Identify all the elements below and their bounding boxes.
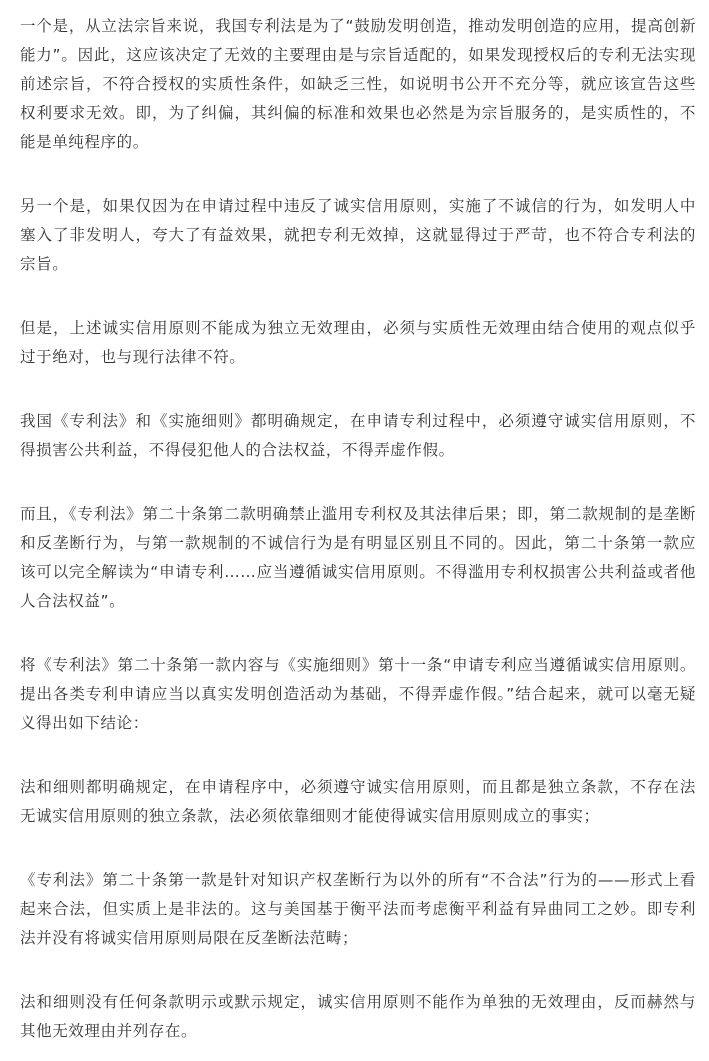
paragraph-conclusion-3: 法和细则没有任何条款明示或默示规定，诚实信用原则不能作为单独的无效理由，反而赫然与其他无效理由并列存在。 bbox=[20, 993, 696, 1040]
paragraph-combined-reading: 将《专利法》第二十条第一款内容与《实施细则》第十一条“申请专利应当遵循诚实信用原则。提出各类专利申请应当以真实发明创造活动为基础，不得弄虚作假。”结合起来，就可以毫无疑义得出如下结论： bbox=[20, 656, 696, 732]
paragraph-article-20: 而且，《专利法》第二十条第二款明确禁止滥用专利权及其法律后果；即，第二款规制的是垄断和反垄断行为，与第一款规制的不诚信行为是有明显区别且不同的。因此，第二十条第一款应该可以完全解读为“申请专利……应当遵循诚实信用原则。不得滥用专利权损害公共利益或者他人合法权益”。 bbox=[20, 505, 696, 610]
paragraph-law-and-rules: 我国《专利法》和《实施细则》都明确规定，在申请专利过程中，必须遵守诚实信用原则，不得损害公共利益，不得侵犯他人的合法权益，不得弄虚作假。 bbox=[20, 412, 696, 459]
paragraph-conclusion-1: 法和细则都明确规定，在申请程序中，必须遵守诚实信用原则，而且都是独立条款，不存在法无诚实信用原则的独立条款，法必须依靠细则才能使得诚实信用原则成立的事实； bbox=[20, 778, 696, 825]
paragraph-legislative-purpose: 一个是，从立法宗旨来说，我国专利法是为了“鼓励发明创造，推动发明创造的应用，提高创新能力”。因此，这应该决定了无效的主要理由是与宗旨适配的，如果发现授权后的专利无法实现前述宗旨，不符合授权的实质性条件，如缺乏三性，如说明书公开不充分等，就应该宣告这些权利要求无效。即，为了纠偏，其纠偏的标准和效果也必然是为宗旨服务的，是实质性的，不能是单纯程序的。 bbox=[20, 17, 696, 151]
article-body bbox=[20, 12, 696, 1046]
paragraph-too-strict: 另一个是，如果仅因为在申请过程中违反了诚实信用原则，实施了不诚信的行为，如发明人中塞入了非发明人，夸大了有益效果，就把专利无效掉，这就显得过于严苛，也不符合专利法的宗旨。 bbox=[20, 197, 696, 273]
paragraph-conclusion-2: 《专利法》第二十条第一款是针对知识产权垄断行为以外的所有“不合法”行为的——形式上看起来合法，但实质上是非法的。这与美国基于衡平法而考虑衡平利益有异曲同工之妙。即专利法并没有将诚实信用原则局限在反垄断法范畴； bbox=[20, 871, 696, 947]
paragraph-view-too-absolute: 但是，上述诚实信用原则不能成为独立无效理由，必须与实质性无效理由结合使用的观点似乎过于绝对，也与现行法律不符。 bbox=[20, 319, 696, 366]
